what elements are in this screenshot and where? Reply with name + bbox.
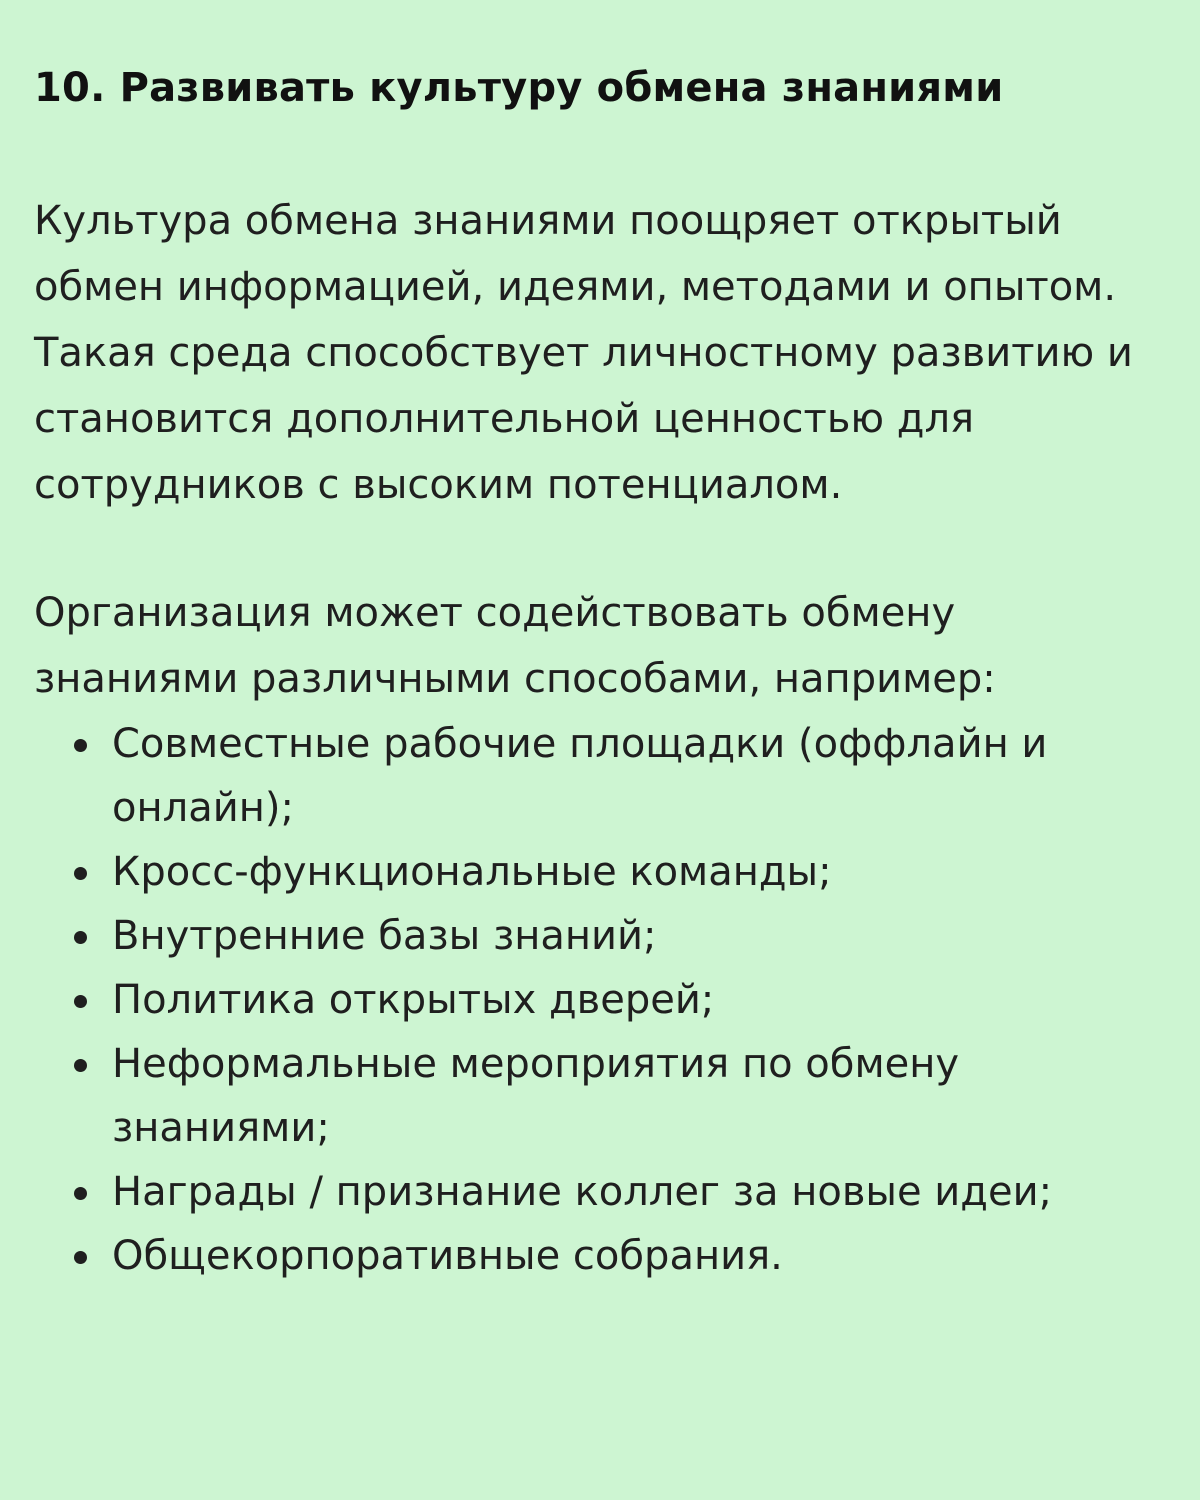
bullet-icon: [74, 995, 87, 1008]
list-item-text: Совместные рабочие площадки (оффлайн и онлайн);: [112, 721, 1048, 831]
list-item-text: Неформальные мероприятия по обмену знаниями;: [112, 1041, 960, 1151]
bullet-icon: [74, 1251, 87, 1264]
list-item: [34, 840, 1160, 904]
list-item-text: Общекорпоративные собрания.: [112, 1233, 783, 1279]
organization-paragraph: Организация может содействовать обмену знаниями различными способами, например:: [34, 590, 996, 702]
list-item: [34, 968, 1160, 1032]
list-item: [34, 1160, 1160, 1224]
bullet-icon: [74, 867, 87, 880]
list-item: [34, 1032, 1160, 1160]
knowledge-sharing-list: [34, 712, 1160, 1288]
bullet-icon: [74, 739, 87, 752]
bullet-icon: [74, 1187, 87, 1200]
list-item: [34, 712, 1160, 840]
list-item: [34, 904, 1160, 968]
bullet-icon: [74, 931, 87, 944]
list-item-text: Кросс-функциональные команды;: [112, 849, 832, 895]
bullet-icon: [74, 1059, 87, 1072]
list-item-text: Награды / признание коллег за новые идеи;: [112, 1169, 1053, 1215]
intro-paragraph: Культура обмена знаниями поощряет открытый обмен информацией, идеями, методами и опытом. Такая среда способствует личностному развитию и становится дополнительной ценностью для сотрудников с высоким потенциалом.: [34, 198, 1133, 508]
list-item: [34, 1224, 1160, 1288]
section-heading: 10. Развивать культуру обмена знаниями: [34, 65, 1004, 111]
list-item-text: Политика открытых дверей;: [112, 977, 715, 1023]
list-item-text: Внутренние базы знаний;: [112, 913, 657, 959]
